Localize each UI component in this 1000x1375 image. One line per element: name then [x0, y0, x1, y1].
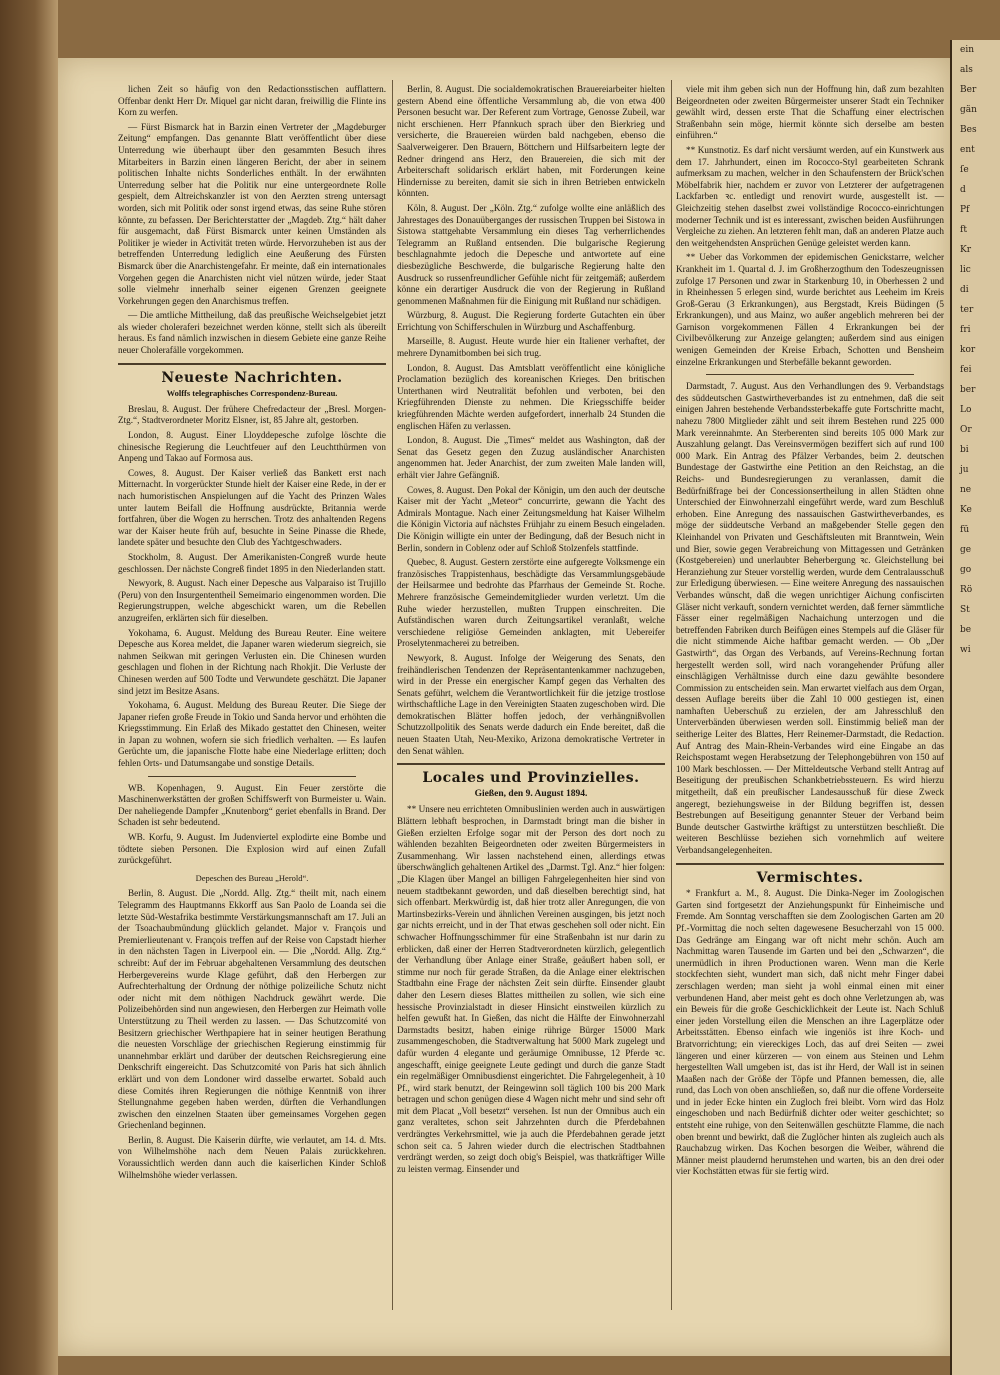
edge-fragment: wi — [960, 645, 971, 655]
edge-fragment: ge — [960, 545, 972, 555]
column-rule — [671, 80, 672, 1310]
paragraph: — Fürst Bismarck hat in Barzin einen Vertreter der „Magdeburger Zeitung“ empfangen. Das genannte Blatt veröffentlicht über diese Unterredung wie überhaupt über den gesammten Besuch ihres Mitarbeiters in Barzin einen längeren Bericht, der aber in seinem politischen Inhalte nichts Sonderliches enthält. In der erwähnten Unterredung selber hat die Politik nur eine untergeordnete Rolle gespielt, dem Altreichskanzler ist von den Aerzten streng untersagt worden, sich mit Politik oder sonst irgend etwas, das seine Ruhe stören könnte, zu befassen. Der Berichterstatter der „Magdeb. Ztg.“ hält daher für ausgemacht, daß Fürst Bismarck unter keinen Umständen als Politiker je wieder in Activität treten würde. Hervorzuheben ist aus der betreffenden Unterredung lediglich eine Aeußerung des Fürsten Bismarck über die Anarchistengefahr. Er meinte, daß ein internationales Vorgehen gegen die Anarchisten nicht viel nützen würde, jeder Staat solle vielmehr innerhalb seiner eigenen Grenzen geeignete Vorkehrungen gegen den Anarchismus treffen. — [118, 121, 386, 306]
edge-fragment: Ke — [960, 505, 972, 515]
edge-fragment: ent — [960, 145, 975, 155]
section-heading-miscellaneous: Vermischtes. — [756, 869, 864, 886]
paragraph: — Die amtliche Mittheilung, daß das preußische Weichselgebiet jetzt als wieder choleraferi bezeichnet werden könne, stellt sich als übereilt heraus. Es fand nämlich inzwischen in diesem Gebiete eine ganze Reihe neuer Cholerafälle vorgekommen. — [118, 310, 386, 356]
edge-fragment: Ber — [960, 85, 977, 95]
news-item: WB. Korfu, 9. August. Im Judenviertel explodirte eine Bombe und tödtete sieben Personen. Die Explosion wird auf einen Zufall zurückgeführt. — [118, 832, 386, 866]
edge-fragment: be — [960, 625, 972, 635]
news-item: Cowes, 8. August. Der Kaiser verließ das Bankett erst nach Mitternacht. In vorgerückter Stunde hielt der Kaiser eine Rede, in der er nach humoristischen Anspielungen auf die Yacht des Prinzen Wales unter lautem Beifall die Hoffnung ausdrückte, Britannia werde fortfahren, über die Wogen zu herrschen. Trotz des anhaltenden Regens war der Kaiser heute früh auf, besuchte in Seine Pinasse die Rhede, landete später und besuchte den Club des Yachtgeschwaders. — [118, 467, 386, 548]
edge-fragment: fri — [960, 325, 971, 335]
news-item: London, 8. August. Das Amtsblatt veröffentlicht eine königliche Proclamation bezüglich des koreanischen Krieges. Den britischen Unterthanen wird Neutralität befohlen und verboten, bei den Kriegführenden Dienste zu nehmen. Die Kriegsschiffe beider kriegführenden Mächte werden aufgefordert, innerhalb 24 Stunden die englischen Häfen zu verlassen. — [397, 362, 665, 431]
news-item: Yokohama, 6. August. Meldung des Bureau Reuter. Eine weitere Depesche aus Korea meldet, die Japaner waren wiederum siegreich, sie nahmen Seikwan mit geringen Verlusten ein. Die Chinesen wurden geschlagen und flohen in der Richtung nach Rhokjit. Die Verluste der Chinesen werden auf 500 Todte und Verwundete geschätzt. Die Japaner sind jetzt im Besitze Asans. — [118, 627, 386, 696]
edge-fragment: ſe — [960, 165, 969, 175]
news-item: WB. Kopenhagen, 9. August. Ein Feuer zerstörte die Maschinenwerkstätten der großen Schiffswerft von Burmeister u. Wain. Der naheliegende Dampfer „Knutenborg“ geriet ebenfalls in Brand. Der Schaden ist sehr bedeutend. — [118, 782, 386, 828]
news-item: Cowes, 8. August. Den Pokal der Königin, um den auch der deutsche Kaiser mit der Yacht „Meteor“ concurrirte, gewann die Yacht des Admirals Montague. Nach einer Zeitungsmeldung hat Kaiser Wilhelm die Königin Victoria auf nächstes Frühjahr zu einem Besuch eingeladen. Die Königin willigte ein unter der Bedingung, daß der Besuch nicht in Berlin, sondern in Coblenz oder auf Schloß Stolzenfels stattfinde. — [397, 484, 665, 553]
local-item: ** Ueber das Vorkommen der epidemischen Genickstarre, welcher Krankheit im 1. Quartal d. J. im Großherzogthum den Todeszeugnissen zufolge 17 Personen und zwar in Starkenburg 10, in Oberhessen 2 und in Rheinhessen 5 erlegen sind, wurde berichtet aus Leeheim im Kreis Groß-Gerau (3 Erkrankungen), aus Bergstadt, Kreis Büdingen (5 Erkrankungen), und aus Mainz, wo außer angeblich mehreren bei der Garnison vorgekommenen Fällen 4 Erkrankungen bei der Civilbevölkerung zur Anzeige gelangten; außerdem sind aus einigen wenigen Gemeinden der Kreise Erbach, Schotten und Bensheim einzelne Erkrankungen und Sterbefälle bekannt geworden. — [676, 252, 944, 367]
edge-fragment: bi — [960, 445, 969, 455]
binding-gutter — [0, 0, 58, 1375]
edge-fragment: Lo — [960, 405, 972, 415]
edge-fragment: ber — [960, 385, 976, 395]
section-heading-local-news: Locales und Provinzielles. — [422, 770, 640, 787]
section-divider — [397, 763, 665, 765]
news-item: Köln, 8. August. Der „Köln. Ztg.“ zufolge wollte eine anläßlich des Jahrestages des Donauüberganges der russischen Truppen bei Sistowa in Sistowa stattgehabte Versammlung ein dieses Tag verherrlichendes Telegramm an Rußland entsenden. Die bulgarische Regierung beschlagnahmte jedoch die Depesche und antwortete auf eine diesbezügliche Beschwerde, die bulgarische Regierung halte den Ausdruck so russenfreundlicher Gefühle nicht für zeitgemäß; außerdem könne ein derartiger Ausdruck die von der Regierung in Rußland genommenen Maßnahmen für die Einigung mit Rußland nur schädigen. — [397, 202, 665, 306]
agency-line-herold: Depeschen des Bureau „Herold“. — [195, 872, 309, 883]
news-item: Berlin, 8. August. Die „Nordd. Allg. Ztg.“ theilt mit, nach einem Telegramm des Hauptmanns Ekkorff aus San Paolo de Loanda sei die letzte Süd-Westafrika bestimmte Verstärkungsmannschaft am 17. Juli an der Tsoachaubmündung glücklich gelandet. Major v. François und Premierlieutenant v. François treffen auf der Reise von Capstadt hierher in den nächsten Tagen in Liverpool ein. — Die „Nordd. Allg. Ztg.“ schreibt: Auf der im Februar abgehaltenen Versammlung des deutschen Herbergevereins wurde Klage geführt, daß den Herbergen zur Aufrechterhaltung der Ordnung der nöthige polizeiliche Schutz nicht oder nicht mit dem nöthigen Nachdruck gewährt werde. Die Polizeibehörden sind nun angewiesen, den Herbergen zur Heimath volle Unterstützung zu Theil werden zu lassen. — Das Schutzcomité von Besitzern griechischer Werthpapiere hat in seiner heutigen Berathung die neuesten Vorschläge der griechischen Regierung einstimmig für unannehmbar erklärt und darüber der deutschen Reichsregierung eine Denkschrift eingereicht. Das Schutzcomité von Paris hat sich ähnlich erklärt und von dem Londoner wird dasselbe erwartet. Sobald auch diese Comités ihren Regierungen die nöthige Kenntniß von ihrer Stellungnahme gegeben haben werden, dürften die Verhandlungen zwischen den einzelnen Staaten über gemeinsames Vorgehen gegen Griechenland beginnen. — [118, 888, 386, 1131]
edge-fragment: gän — [960, 105, 977, 115]
edge-fragment: ne — [960, 485, 972, 495]
edge-fragment: Kr — [960, 245, 972, 255]
news-item: Newyork, 8. August. Nach einer Depesche aus Valparaiso ist Trujillo (Peru) von den Insurgententheil Semeimario eingenommen worden. Die Regierungstruppen, welche abgeschickt waren, um die Rebellen anzugreifen, erklärten sich für dieselben. — [118, 578, 386, 623]
edge-fragment: ft — [960, 225, 967, 235]
section-divider — [118, 363, 386, 365]
adjacent-page-edge — [950, 40, 1000, 1375]
edge-fragment: di — [960, 285, 969, 295]
edge-fragment: ju — [960, 465, 969, 475]
edge-fragment: Pf — [960, 205, 970, 215]
column-3 — [676, 84, 944, 1181]
edge-fragment: go — [960, 565, 972, 575]
edge-fragment: als — [960, 65, 973, 75]
news-item: Stockholm, 8. August. Der Amerikanisten-Congreß wurde heute geschlossen. Der nächste Congreß findet 1895 in den Niederlanden statt. — [118, 551, 386, 574]
paragraph: lichen Zeit so häufig von den Redactionsstischen aufflattern. Offenbar denkt Herr Dr. Miquel gar nicht daran, freiwillig die Flinte ins Korn zu werfen. — [118, 84, 386, 118]
item-divider — [706, 374, 914, 375]
column-1 — [118, 84, 386, 1184]
edge-fragment: fei — [960, 365, 972, 375]
news-item: Yokohama, 6. August. Meldung des Bureau Reuter. Die Siege der Japaner riefen große Freude in Tokio und Sanda hervor und erhöhten die Kriegsstimmung. Ein Erlaß des Mikado gestattet den Chinesen, weiter in Japan zu wohnen, wofern sie sich friedlich verhalten. — Es laufen Gerüchte um, die japanische Flotte habe eine Niederlage erlitten; doch fehlen Orts- und Datumsangabe und sonstige Details. — [118, 700, 386, 769]
column-2 — [397, 84, 665, 1178]
edge-fragment: lic — [960, 265, 971, 275]
edge-fragment: Bes — [960, 125, 977, 135]
local-item: Darmstadt, 7. August. Aus den Verhandlungen des 9. Verbandstags des süddeutschen Gastwirtheverbandes ist zu entnehmen, daß die seit einigen Jahren bestehende Verbandssterbekaffe gute Fortschritte macht, nahezu 7800 Mitglieder zählt und seit ihrem Bestehen rund 225 000 Mark vereinnahmte. An Sterberenten sind bereits 105 000 Mark zur Auszahlung gelangt. Das Vereinsvermögen beziffert sich auf rund 100 000 Mark. Ein Antrag des Pfälzer Verbandes, beim 2. deutschen Bundestage der Gastwirthe eine Petition an den Reichstag, an die Reichs- und Bundesregierungen zu veranlassen, damit die Bedürfnißfrage bei der Concessionsertheilung in allen Städten ohne Unterschied der Einwohnerzahl eingeführt werde, ward zum Beschluß erhoben. Eine Anregung des nassauischen Gastwirtheverbandes, es möge der süddeutsche Verband an maßgebender Stelle gegen den Kleinhandel von Privaten und Geschäftsleuten mit Branntwein, Wein und Bier, sowie gegen Verabreichung von Mittagessen und Getränken (Kostgebereien) und unerlaubter Beherbergung ꝛc. Gleichstellung bei Heranziehung zur Steuer vorstellig werden, wurde dem Centralausschuß zur Erledigung überwiesen. — Eine weitere Anregung des nassauischen Verbandes wünscht, daß die wegen unrichtiger Aichung confiscirten Gläser nicht verkauft, sondern vernichtet werden, daß ferner sämmtliche Fässer einer regelmäßigen Nachaichung unterzogen und die betreffenden Fabriken durch Beifügen eines Stempels auf die Gläser für die nicht stimmende Aiche haftbar gemacht werden. — Ob „Der Gastwirth“, das Organ des Verbands, auf Vereins-Rechnung fortan hergestellt werden soll, wird nach vorangehender Prüfung aller einschlägigen Verhältnisse durch eine dazu gewählte besondere Commission zu entscheiden sein. Man erwartet vielfach aus dem Organ, dessen Auflage bereits über die Zahl 10 000 gestiegen ist, einen namhaften Ueberschuß zu erzielen, der am Jahresschluß den Unterverbänden überwiesen werden soll. Einstimmig beließ man der seitherige Leiter des Blattes, Herr Reinemer-Darmstadt, die Redaction. Auf Antrag des Main-Rhein-Verbandes wird eine Eingabe an das Reichspostamt wegen Herabsetzung der Telephongebühren von 150 auf 100 Mark beschlossen. — Der Mitteldeutsche Verband stellt Antrag auf Beseitigung der preußischen Schankbetriebssteuern. Es wird hierzu mitgetheilt, daß ein preußischer Landesausschuß für diese Zweck angeregt, beziehungsweise in der Bildung begriffen ist, dessen Bestrebungen auf Beseitigung genannter Steuer der Verband beim Bunde deutscher Gastwirthe kräftigst zu unterstützen beschließt. Die weiteren Beschlüsse beziehen sich vornehmlich auf weitere Verbandsangelegenheiten. — [676, 381, 944, 855]
news-item: London, 8. August. Einer Lloyddepesche zufolge löschte die chinesische Regierung die Leuchtfeuer auf den Leuchtthürmen von Anpeng und Takao auf Formosa aus. — [118, 430, 386, 464]
dateline: Gießen, den 9. August 1894. — [474, 788, 588, 799]
local-item: ** Unsere neu errichteten Omnibuslinien werden auch in auswärtigen Blättern lebhaft besprochen, in Darmstadt bringt man die bisher in Gießen erzielten Erfolge sogar mit der Person des dort noch zu wählenden bezahlten Beigeordneten oder zweiten Bürgermeisters in Zusammenhang. Wir lassen nachstehend einen, allerdings etwas überschwänglich gehaltenen Artikel des „Darmst. Tgl. Anz.“ hier folgen: „Die Klagen über Mangel an billigen Fahrgelegenheiten hier sind von neuem stadtbekannt geworden, und daß dieselben berechtigt sind, hat sich offenbart. Merkwürdig ist, daß hier trotz aller Anregungen, die von Martinsbezirks-Verein und ähnlichen Vereinen ausgingen, bis jetzt noch gar nichts erreicht, und in der That etwas geschehen soll oder nicht. Ein schwacher Hoffnungsschimmer für eine Straßenbahn ist nur darin zu erblicken, daß einer der Herren Stadtverordneten kürzlich, gelegentlich der Verhandlung über Anlage einer Straße, geäußert haben soll, er stimme nur noch für gerade Straßen, da die Anlage einer elektrischen Stadtbahn eine Frage der nächsten Zeit sein dürfte. Einsender glaubt daher den Lesern dieses Blattes mittheilen zu sollen, wie sich eine hessische Provinzialstadt in dieser Hinsicht einstweilen kürzlich zu helfen gewußt hat. In Gießen, das nicht die Hälfte der Einwohnerzahl Darmstadts besitzt, haben einige rührige Bürger 15000 Mark zusammengeschoben, die Stadtverwaltung hat 5000 Mark zugelegt und dafür wurden 4 elegante und geräumige Omnibusse, 12 Pferde ꝛc. angeschafft, einige geeignete Leute gedingt und durch die ganze Stadt ein regelmäßiger Omnibusdienst eingerichtet. Die Fahrgelegenheit, à 10 Pf., wird stark benutzt, der Reingewinn soll täglich 100 bis 200 Mark betragen und schon genügen diese 4 Wagen nicht mehr und sind sehr oft mit dem Placat „Voll besetzt“ versehen. Ist nun der Omnibus auch ein ganz veraltetes, schon seit Jahrzehnten durch die Pferdebahnen verdrängtes Verkehrsmittel, wie ja auch die Pferdebahnen gerade jetzt schon seit ca. 5 Jahren wieder durch die electrischen Stadtbahnen verdrängt werden, so zeigt doch obig's Beispiel, was thatkräftiger Wille zu leisten vermag. Einsender und — [397, 804, 665, 1174]
edge-fragment: Rö — [960, 585, 973, 595]
edge-fragment: kor — [960, 345, 976, 355]
news-item: Newyork, 8. August. Infolge der Weigerung des Senats, den freihändlerischen Tendenzen der Repräsentantenkammer nachzugeben, wird in der Presse ein energischer Kampf gegen das Verhalten des Senats geführt, welchem die Verantwortlichkeit für die jetzige trostlose wirthschaftliche Lage in den Vereinigten Staaten zugeschoben wird. Die demokratischen Blätter hoffen jedoch, der verhängnißvollen Schutzzollpolitik des Senats werde dadurch ein Ende bereitet, daß die neuen Staaten Utah, Neu-Mexiko, Arizona demokratische Vertreter in den Senat wählen. — [397, 652, 665, 756]
section-divider — [676, 863, 944, 865]
news-item: Berlin, 8. August. Die socialdemokratischen Brauereiarbeiter hielten gestern Abend eine öffentliche Versammlung ab, die von etwa 400 Personen besucht war. Der Referent zum Vortrage, Genosse Zubeil, war nicht erschienen. Herr Pfannkuch sprach über den Bierkrieg und versicherte, die Brauereien würden bald nachgeben, ebenso die Saalverweigerer. Den Brauern, Böttchern und Hilfsarbeitern legte der Redner dringend ans Herz, den Brauereien, die sich mit der Arbeiterschaft solidarisch erklärt haben, mit Forderungen keine Hindernisse zu bereiten, damit sie sich in ihren Betrieben entwickeln könnten. — [397, 84, 665, 199]
column-rule — [392, 80, 393, 1310]
local-item: ** Kunstnotiz. Es darf nicht versäumt werden, auf ein Kunstwerk aus dem 17. Jahrhundert, einen im Rococco-Styl gearbeiteten Schrank aufmerksam zu machen, welcher in den Schaufenstern der Brück'schen Möbelfabrik hier, nachdem er zuvor von Letzterer der aufgetragenen Lackfarben ꝛc. entledigt und renovirt wurde, ausgestellt ist. — Gleichzeitig stehen daselbst zwei vollständige Rococco-einrichtungen moderner Technik und ist es interessant, zwischen beiden Ausführungen Vergleiche zu ziehen. An letzteren fehlt man, daß an anderen Platze auch den weitgehendsten Ansprüchen Genüge geleistet werden kann. — [676, 144, 944, 248]
news-item: Quebec, 8. August. Gestern zerstörte eine aufgeregte Volksmenge ein französisches Trappistenhaus, beschädigte das Versammlungsgebäude der Heilsarmee und bedrohte das Pfarrhaus der Gemeinde St. Roche. Mehrere französische Gemeindemitglieder wurden verletzt. Um die Ruhe wieder herzustellen, mußten Truppen einschreiten. Die Aufständischen waren durch Zeitungsartikel veranlaßt, welche verschiedene religiöse Gemeinden anklagten, mit Uebereifer Proselytenmacherei zu betreiben. — [397, 557, 665, 649]
news-item: Marseille, 8. August. Heute wurde hier ein Italiener verhaftet, der mehrere Dynamitbomben bei sich trug. — [397, 336, 665, 359]
edge-fragment: St — [960, 605, 970, 615]
section-heading-latest-news: Neueste Nachrichten. — [161, 369, 343, 386]
local-item: viele mit ihm geben sich nun der Hoffnung hin, daß zum bezahlten Beigeordneten oder zweiten Bürgermeister unserer Stadt ein Techniker gewählt wird, dessen erste That die Schaffung einer electrischen Straßenbahn sein möge, hiermit könnte sich derselbe am besten einführen.“ — [676, 84, 944, 141]
edge-fragment: Or — [960, 425, 972, 435]
agency-line: Wolffs telegraphisches Correspondenz-Bureau. — [166, 388, 338, 399]
misc-item: * Frankfurt a. M., 8. August. Die Dinka-Neger im Zoologischen Garten sind fortgesetzt der Anziehungspunkt für Einheimische und Fremde. Am Sonntag verschafften sie dem Zoologischen Garten am 20 Pf.-Vormittag die noch selten dagewesene Besucherzahl von 15 000. Das Gedränge am Eingang war oft nicht mehr schön. Auch am Nachmittag waren Tausende im Garten und bei den „Schwarzen“, die unermüdlich in ihren Productionen waren. Wenn man die Kerle stockfechten sieht, wundert man sich, daß nicht mehr Finger dabei zerschlagen werden; man sieht ja wohl einmal einen mit einer verbundenen Hand, aber meist geht es doch ohne Verletzungen ab, was ein Beweis für die große Geschicklichkeit der Leute ist. Nach Schluß einer jeden Vorstellung eilen die Menschen an ihre Lagerplätze oder Arbeitsstätten. Ebenso einfach wie ingeniös ist ihre Koch- und Bratvorrichtung; ein viereckiges Loch, das auf drei Seiten — zwei längeren und einer kürzeren — von einem aus Steinen und Lehm hergestellten Wall umgeben ist, das ist ihr Herd, der Wall ist in seinen Maaßen nach der Größe der Töpfe und Pfannen bemessen, die, alle rund, das Loch von oben anschließen, so, daß nur die offene Vorderseite und in jeder Ecke hinten ein Zugloch frei bleibt. Vorn wird das Holz eingeschoben und nach Bedürfniß dichter oder weiter geschichtet; so entsteht eine ruhige, von den Seitenwällen geschützte Flamme, die nach oben brennt und bewirkt, daß die Zuglöcher hinten als zugleich auch als Rauchabzug wirken. Das Kochen besorgen die Weiber, während die Männer meist plaudernd herumstehen und warten, bis an den drei oder vier Kochstätten etwas für sie fertig wird. — [676, 888, 944, 1177]
edge-fragment: ein — [960, 45, 975, 55]
edge-fragment: d — [960, 185, 966, 195]
news-item: Würzburg, 8. August. Die Regierung forderte Gutachten ein über Errichtung von Schifferschulen in Würzburg und Aschaffenburg. — [397, 310, 665, 332]
edge-fragment: ter — [960, 305, 974, 315]
edge-fragment: fü — [960, 525, 970, 535]
news-item: London, 8. August. Die „Times“ meldet aus Washington, daß der Senat das Gesetz gegen den Zuzug ausländischer Anarchisten angenommen hat. Jeder Anarchist, der zum zweiten Male landen will, erhält vier Jahre Gefängniß. — [397, 435, 665, 480]
news-item: Berlin, 8. August. Die Kaiserin dürfte, wie verlautet, am 14. d. Mts. von Wilhelmshöhe nach dem Neuen Palais zurückkehren. Voraussichtlich werden dann auch die kaiserlichen Kinder Schloß Wilhelmshöhe wieder verlassen. — [118, 1134, 386, 1180]
item-divider — [148, 776, 356, 777]
news-item: Breslau, 8. August. Der frühere Chefredacteur der „Bresl. Morgen-Ztg.“, Stadtverordneter Moritz Elsner, ist, 85 Jahre alt, gestorben. — [118, 403, 386, 426]
